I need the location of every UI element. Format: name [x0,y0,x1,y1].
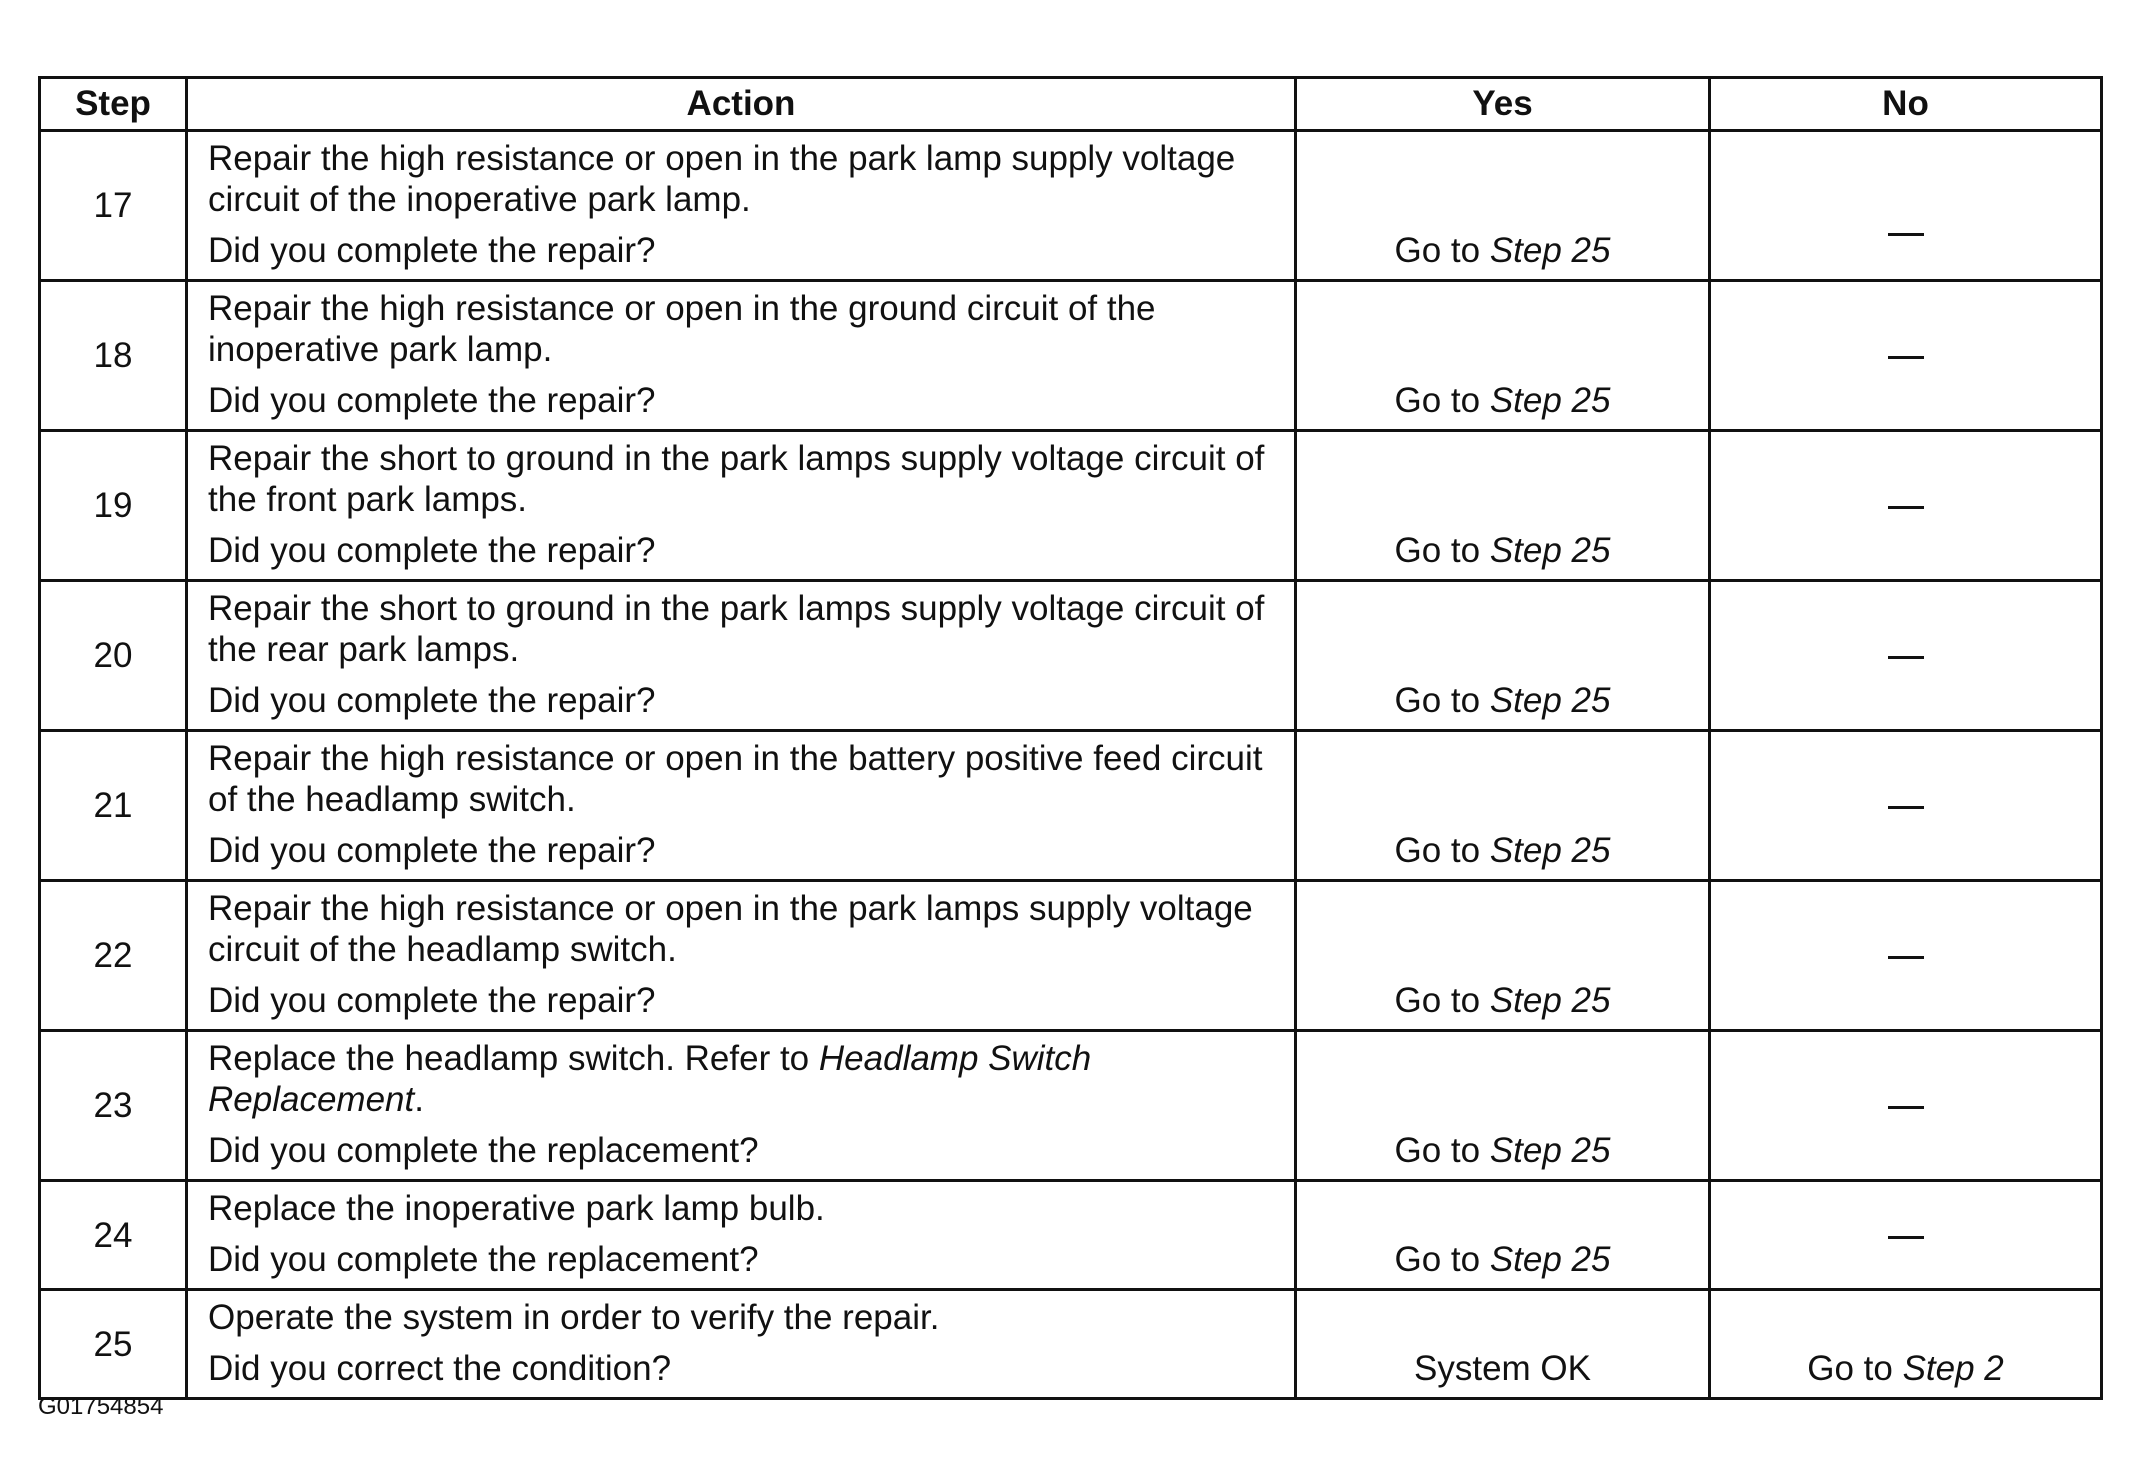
yes-text: Go to [1394,831,1490,870]
action-cell [187,431,1296,581]
yes-text: System OK [1414,1349,1591,1388]
yes-cell [1296,731,1710,881]
action-cell [187,281,1296,431]
action-cell [187,881,1296,1031]
header-no: No [1710,78,2102,131]
yes-step-link[interactable]: Step 25 [1489,231,1611,270]
action-question: Did you complete the repair? [208,231,656,270]
instruction-text: Repair the high resistance or open in the park lamp supply voltage circuit of the inoperative park lamp. [208,139,1236,219]
table-row [40,731,2102,881]
step-number: 24 [40,1181,187,1290]
em-dash-mark [1888,956,1924,959]
instruction-reference-link[interactable]: Headlamp Switch Replacement [208,1039,1092,1119]
diagnostic-step-table [38,76,2103,1400]
yes-cell [1296,881,1710,1031]
no-cell [1710,881,2102,1031]
action-question: Did you complete the replacement? [208,1131,759,1170]
instruction-text: Repair the short to ground in the park lamps supply voltage circuit of the front park lamps. [208,439,1265,519]
instruction-text: Repair the high resistance or open in the park lamps supply voltage circuit of the headlamp switch. [208,889,1253,969]
no-cell [1710,1181,2102,1290]
no-cell [1710,731,2102,881]
instruction-text: Replace the inoperative park lamp bulb. [208,1189,825,1228]
action-instruction [208,588,1280,670]
instruction-text: Repair the short to ground in the park lamps supply voltage circuit of the rear park lamps. [208,589,1265,669]
yes-cell [1296,1181,1710,1290]
action-cell [187,1031,1296,1181]
yes-text: Go to [1394,1240,1490,1279]
action-question: Did you correct the condition? [208,1349,672,1388]
yes-step-link[interactable]: Step 25 [1489,1131,1611,1170]
yes-text: Go to [1394,681,1490,720]
no-cell [1710,131,2102,281]
yes-cell [1296,1031,1710,1181]
em-dash-mark [1888,356,1924,359]
yes-cell [1296,1290,1710,1399]
no-cell [1710,581,2102,731]
step-number: 20 [40,581,187,731]
instruction-text: Replace the headlamp switch. Refer to [208,1039,819,1078]
table-row [40,1181,2102,1290]
step-number: 21 [40,731,187,881]
header-step: Step [40,78,187,131]
yes-cell [1296,581,1710,731]
step-number: 25 [40,1290,187,1399]
yes-text: Go to [1394,981,1490,1020]
no-cell [1710,281,2102,431]
no-text: Go to [1807,1349,1903,1388]
header-action: Action [187,78,1296,131]
action-instruction [208,138,1280,220]
instruction-text: Repair the high resistance or open in the battery positive feed circuit of the headlamp switch. [208,739,1263,819]
action-cell [187,731,1296,881]
action-question: Did you complete the replacement? [208,1240,759,1279]
instruction-text: Operate the system in order to verify the repair. [208,1298,940,1337]
action-cell [187,1290,1296,1399]
header-yes: Yes [1296,78,1710,131]
em-dash-mark [1888,656,1924,659]
table-header-row [40,78,2102,131]
action-question: Did you complete the repair? [208,681,656,720]
yes-text: Go to [1394,1131,1490,1170]
instruction-end: . [414,1080,424,1119]
action-instruction [208,1038,1280,1120]
action-cell [187,581,1296,731]
yes-cell [1296,281,1710,431]
action-question: Did you complete the repair? [208,831,656,870]
action-cell [187,1181,1296,1290]
em-dash-mark [1888,506,1924,509]
action-instruction [208,738,1280,820]
yes-cell [1296,131,1710,281]
yes-step-link[interactable]: Step 25 [1489,1240,1611,1279]
yes-cell [1296,431,1710,581]
yes-text: Go to [1394,231,1490,270]
no-cell [1710,431,2102,581]
no-step-link[interactable]: Step 2 [1902,1349,2004,1388]
table-body [40,131,2102,1399]
action-instruction [208,888,1280,970]
action-instruction [208,1188,1280,1229]
step-number: 22 [40,881,187,1031]
step-number: 18 [40,281,187,431]
yes-step-link[interactable]: Step 25 [1489,681,1611,720]
table-row [40,1031,2102,1181]
table-row [40,881,2102,1031]
table-row [40,131,2102,281]
yes-text: Go to [1394,531,1490,570]
yes-text: Go to [1394,381,1490,420]
action-question: Did you complete the repair? [208,531,656,570]
step-number: 23 [40,1031,187,1181]
action-question: Did you complete the repair? [208,981,656,1020]
action-instruction [208,438,1280,520]
em-dash-mark [1888,806,1924,809]
yes-step-link[interactable]: Step 25 [1489,531,1611,570]
instruction-text: Repair the high resistance or open in the ground circuit of the inoperative park lamp. [208,289,1156,369]
table-row [40,431,2102,581]
em-dash-mark [1888,1106,1924,1109]
em-dash-mark [1888,1236,1924,1239]
table-row [40,1290,2102,1399]
no-cell [1710,1031,2102,1181]
yes-step-link[interactable]: Step 25 [1489,381,1611,420]
no-cell [1710,1290,2102,1399]
action-instruction [208,1297,1280,1338]
action-instruction [208,288,1280,370]
em-dash-mark [1888,233,1924,236]
action-cell [187,131,1296,281]
step-number: 17 [40,131,187,281]
figure-id: G01754854 [38,1393,164,1420]
step-number: 19 [40,431,187,581]
yes-step-link[interactable]: Step 25 [1489,981,1611,1020]
action-question: Did you complete the repair? [208,381,656,420]
table-row [40,581,2102,731]
table-row [40,281,2102,431]
yes-step-link[interactable]: Step 25 [1489,831,1611,870]
